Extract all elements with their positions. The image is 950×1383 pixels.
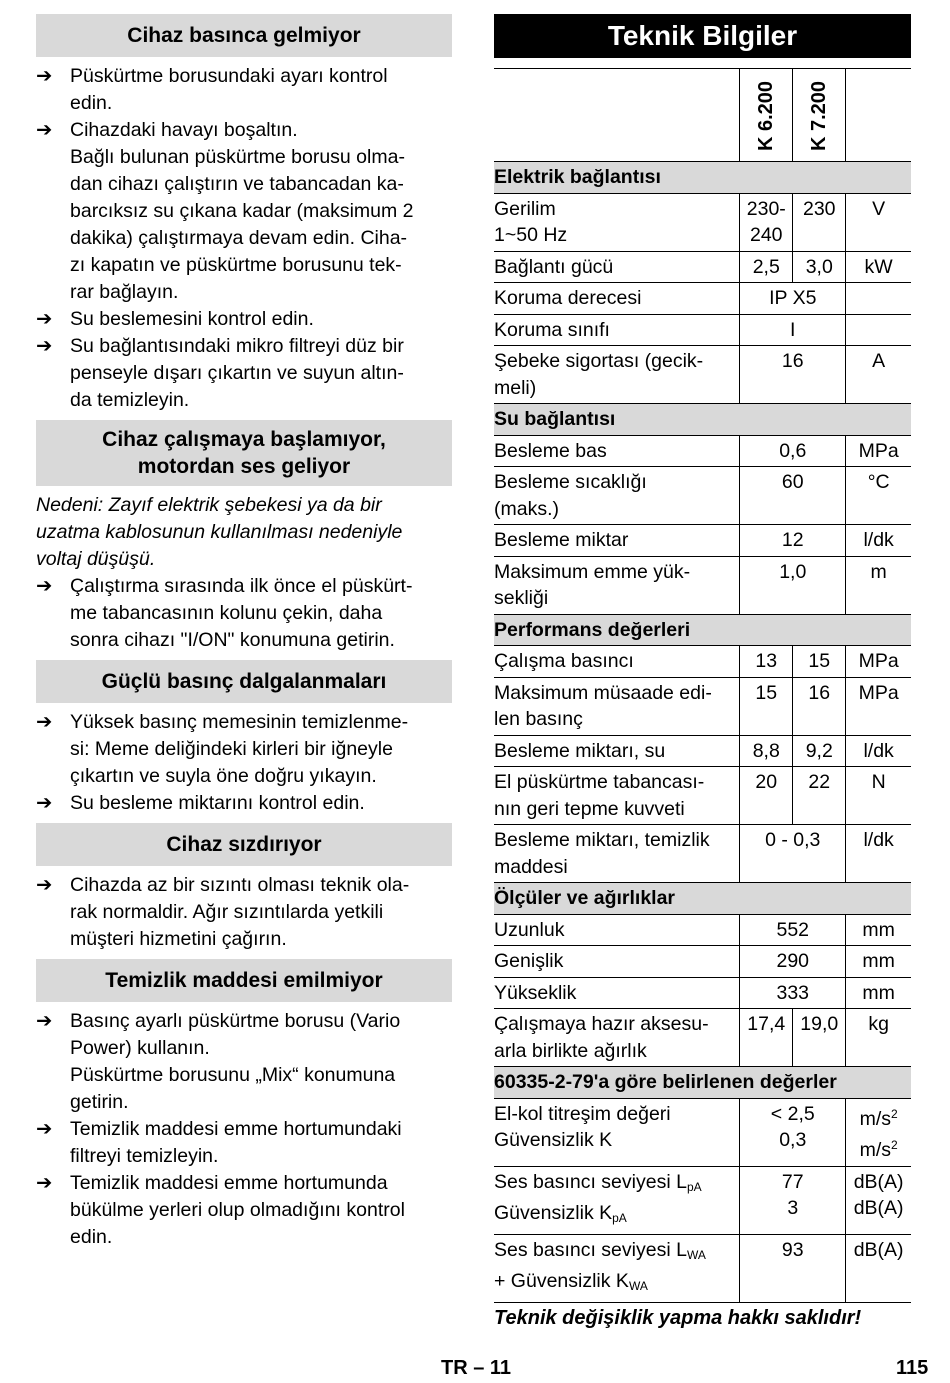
group-row: Performans değerleri	[494, 614, 911, 646]
section-body	[36, 872, 452, 953]
arrow-icon: ➔	[36, 575, 53, 597]
table-row: Besleme miktarı, temizlik maddesi 0 - 0,3 l/dk	[494, 825, 911, 883]
bullet-item: ➔ Temizlik maddesi emme hortumunda bükülme yerleri olup olmadığını kontrol edin.	[36, 1172, 405, 1248]
arrow-icon: ➔	[36, 308, 53, 330]
bullet-item: ➔ Yüksek basınç memesinin temizlenme- si: Meme deliğindeki kirleri bir iğneyle çıkartın ve suyla öne doğru yıkayın.	[36, 711, 409, 787]
table-row: Çalışmaya hazır aksesu- arla birlikte ağırlık 17,4 19,0 kg	[494, 1009, 911, 1067]
table-row: Ses basıncı seviyesi $L_{pA}$ Güvensizlik $K_{pA}$ 77 3 dB(A) dB(A)	[494, 1166, 911, 1234]
table-row: Besleme sıcaklığı (maks.) 60 °C	[494, 467, 911, 525]
arrow-icon: ➔	[36, 119, 53, 141]
arrow-icon: ➔	[36, 874, 53, 896]
table-row: Maksimum müsaade edi- len basınç 15 16 MPa	[494, 677, 911, 735]
table-row: Ses basıncı seviyesi $L_{WA}$ + Güvensizlik $K_{WA}$ 93 dB(A)	[494, 1234, 911, 1302]
section-body	[36, 709, 452, 817]
table-row: Maksimum emme yük- sekliği 1,0 m	[494, 556, 911, 614]
arrow-icon: ➔	[36, 335, 53, 357]
table-row: Besleme bas 0,6 MPa	[494, 435, 911, 467]
table-row: Bağlantı gücü 2,5 3,0 kW	[494, 251, 911, 283]
column-header-k7: K 7.200	[808, 80, 831, 151]
arrow-icon: ➔	[36, 711, 53, 733]
table-row: Besleme miktar 12 l/dk	[494, 525, 911, 557]
section-heading: Güçlü basınç dalgalanmaları	[36, 660, 452, 703]
cause-text: Nedeni: Zayıf elektrik şebekesi ya da bir uzatma kablosunun kullanılması nedeniyle voltaj düşüşü.	[36, 494, 403, 570]
arrow-icon: ➔	[36, 65, 53, 87]
technical-change-note: Teknik değişiklik yapma hakkı saklıdır!	[494, 1307, 862, 1329]
page-number: 115	[896, 1357, 929, 1379]
bullet-item: ➔ Cihazda az bir sızıntı olması teknik ola- rak normaldir. Ağır sızıntılarda yetkili müşteri hizmetini çağırın.	[36, 874, 410, 950]
bullet-item: ➔ Su bağlantısındaki mikro filtreyi düz bir penseyle dışarı çıkartın ve suyun altın- da temizleyin.	[36, 335, 404, 411]
table-row: Uzunluk 552 mm	[494, 914, 911, 946]
table-row: Koruma derecesi IP X5	[494, 283, 911, 315]
section-body	[36, 1008, 452, 1251]
table-row: Şebeke sigortası (gecik- meli) 16 A	[494, 346, 911, 404]
table-row: El-kol titreşim değeri Güvensizlik K < 2,5 0,3 $m/s^2$ $m/s^2$	[494, 1098, 911, 1166]
section-body	[36, 63, 452, 414]
table-header-row	[494, 69, 911, 162]
arrow-icon: ➔	[36, 1118, 53, 1140]
table-row: Genişlik 290 mm	[494, 946, 911, 978]
section-heading: Cihaz çalışmaya başlamıyor, motordan ses geliyor	[36, 420, 452, 486]
bullet-item: ➔ Püskürtme borusundaki ayarı kontrol edin.	[36, 65, 388, 114]
footer-section-label: TR – 11	[441, 1357, 512, 1379]
spec-table	[494, 68, 911, 1303]
arrow-icon: ➔	[36, 1010, 53, 1032]
section-heading: Temizlik maddesi emilmiyor	[36, 959, 452, 1002]
bullet-item: ➔ Su beslemesini kontrol edin.	[36, 306, 452, 333]
bullet-item: ➔ Çalıştırma sırasında ilk önce el püskürt- me tabancasının kolunu çekin, daha sonra cihazı "I/ON" konumuna getirin.	[36, 575, 413, 651]
table-row: Koruma sınıfı I	[494, 314, 911, 346]
bullet-item: ➔ Su besleme miktarını kontrol edin.	[36, 790, 452, 817]
table-row: Besleme miktarı, su 8,8 9,2 l/dk	[494, 735, 911, 767]
group-row: Elektrik bağlantısı	[494, 162, 911, 194]
group-row: Ölçüler ve ağırlıklar	[494, 883, 911, 915]
page-title: Teknik Bilgiler	[494, 14, 911, 58]
section-heading: Cihaz basınca gelmiyor	[36, 14, 452, 57]
bullet-item: ➔ Basınç ayarlı püskürtme borusu (Vario Power) kullanın. Püskürtme borusunu „Mix“ konumuna getirin.	[36, 1010, 401, 1113]
technical-data-column	[494, 14, 911, 1303]
group-row: Su bağlantısı	[494, 404, 911, 436]
table-row: Çalışma basıncı 13 15 MPa	[494, 646, 911, 678]
arrow-icon: ➔	[36, 792, 53, 814]
section-body	[36, 492, 452, 654]
column-header-k6: K 6.200	[755, 80, 778, 151]
table-row: Yükseklik 333 mm	[494, 977, 911, 1009]
bullet-item: ➔ Temizlik maddesi emme hortumundaki filtreyi temizleyin.	[36, 1118, 402, 1167]
arrow-icon: ➔	[36, 1172, 53, 1194]
section-heading: Cihaz sızdırıyor	[36, 823, 452, 866]
troubleshooting-column	[36, 14, 452, 1257]
table-row: El püskürtme tabancası- nın geri tepme kuvveti 20 22 N	[494, 767, 911, 825]
bullet-item: ➔ Cihazdaki havayı boşaltın. Bağlı bulunan püskürtme borusu olma- dan cihazı çalıştırın ve tabancadan ka- barcıksız su çıkana kadar (maksimum 2 dakika) çalıştırmaya devam edin. Ciha- zı kapatın ve püskürtme borusunu tek- rar bağlayın.	[36, 119, 414, 303]
group-row: 60335-2-79'a göre belirlenen değerler	[494, 1067, 911, 1099]
table-row: Gerilim 1~50 Hz 230- 240 230 V	[494, 193, 911, 251]
